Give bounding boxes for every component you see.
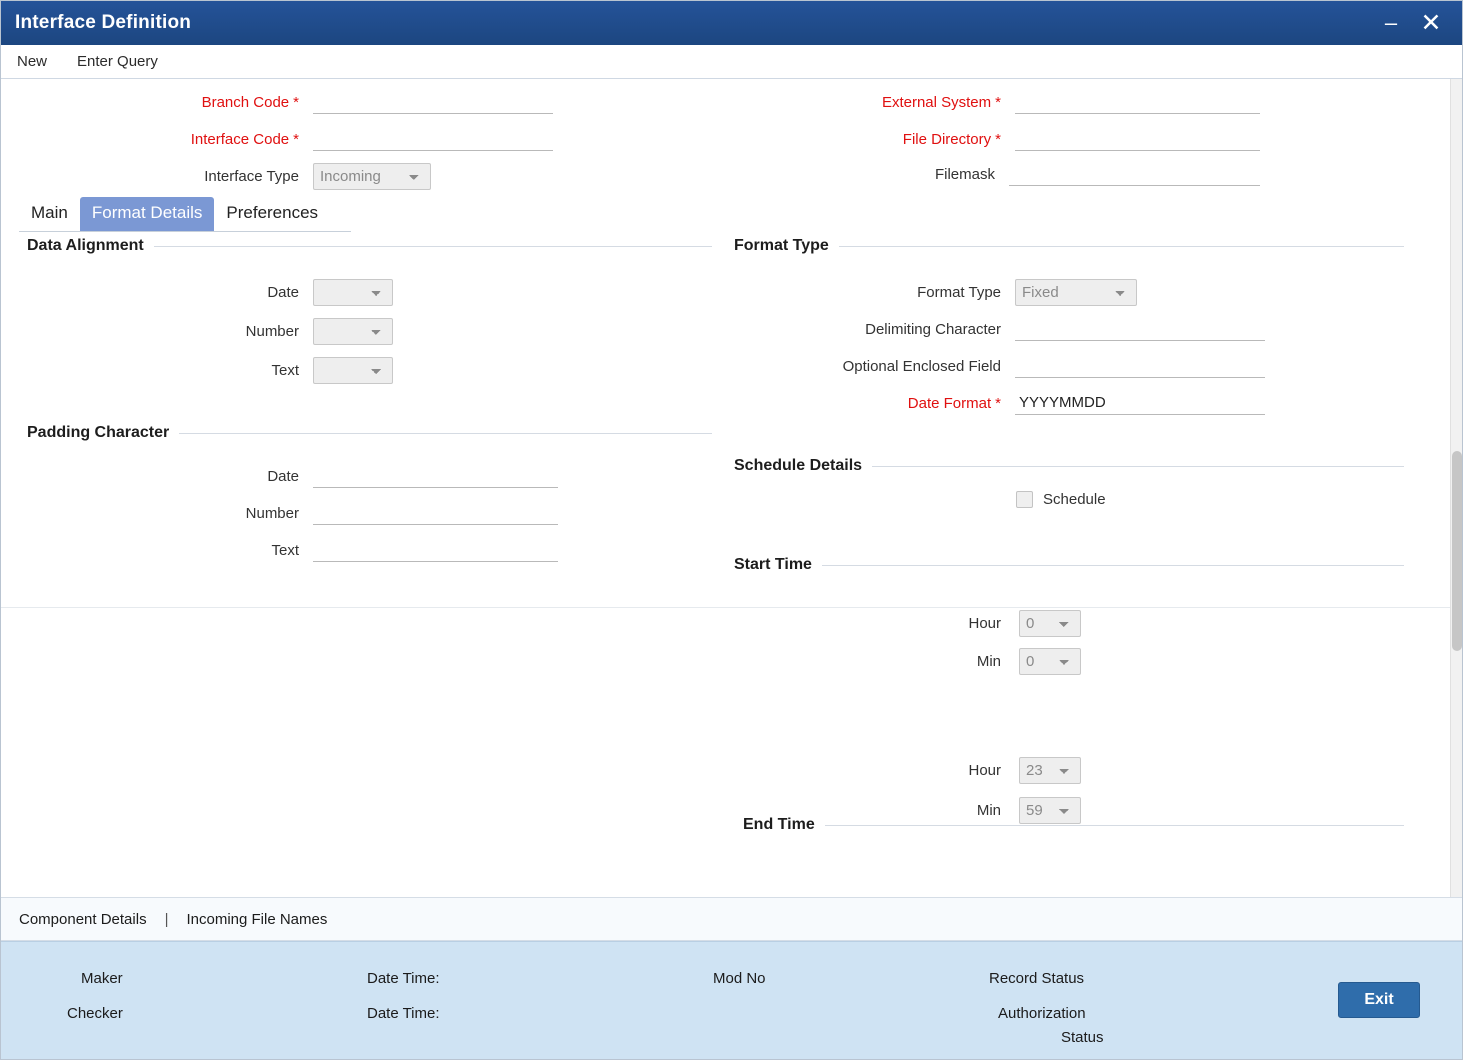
field-branch-code bbox=[19, 91, 564, 114]
end-time-title: End Time bbox=[743, 816, 815, 833]
maker-date-time-label: Date Time: bbox=[367, 970, 440, 987]
end-hour-select[interactable] bbox=[1019, 757, 1081, 784]
external-system-input[interactable] bbox=[1015, 91, 1260, 114]
field-interface-type bbox=[19, 163, 564, 190]
data-alignment-title: Data Alignment bbox=[27, 237, 144, 254]
checker-date-time-label: Date Time: bbox=[367, 1005, 440, 1022]
interface-type-label: Interface Type bbox=[204, 168, 299, 185]
field-delimiting-character bbox=[701, 318, 1271, 341]
link-component-details[interactable]: Component Details bbox=[19, 910, 147, 928]
schedule-details-title: Schedule Details bbox=[734, 457, 863, 474]
sub-screen-link-bar bbox=[1, 897, 1462, 941]
interface-type-select[interactable] bbox=[313, 163, 431, 190]
record-status-label: Record Status bbox=[989, 970, 1085, 987]
field-start-hour bbox=[701, 610, 1101, 637]
section-divider bbox=[822, 565, 1404, 566]
filemask-input[interactable] bbox=[1009, 163, 1260, 186]
authorization-status-label-line2: Status bbox=[1061, 1029, 1104, 1046]
field-padding-number bbox=[19, 502, 579, 525]
start-time-title: Start Time bbox=[734, 556, 812, 573]
menu-item-new[interactable]: New bbox=[17, 53, 48, 70]
optional-enclosed-field-input[interactable] bbox=[1015, 355, 1265, 378]
file-directory-input[interactable] bbox=[1015, 128, 1260, 151]
interface-code-label-text: Interface Code bbox=[190, 131, 290, 148]
section-data-alignment bbox=[27, 237, 712, 255]
delimiting-character-label: Delimiting Character bbox=[865, 321, 1001, 338]
schedule-checkbox-label: Schedule bbox=[1043, 491, 1106, 508]
header-form bbox=[1, 79, 1450, 199]
link-incoming-file-names[interactable]: Incoming File Names bbox=[186, 910, 328, 928]
section-divider bbox=[825, 825, 1404, 826]
minimize-icon[interactable]: – bbox=[1384, 10, 1398, 35]
page-title: Interface Definition bbox=[15, 12, 192, 33]
alignment-text-select[interactable] bbox=[313, 357, 393, 384]
required-star: * bbox=[293, 131, 299, 148]
branch-code-label bbox=[19, 94, 299, 111]
link-separator: | bbox=[164, 910, 169, 928]
field-end-hour bbox=[701, 757, 1101, 784]
padding-date-input[interactable] bbox=[313, 465, 558, 488]
required-star: * bbox=[995, 131, 1001, 148]
schedule-checkbox[interactable] bbox=[1016, 491, 1033, 508]
alignment-date-label: Date bbox=[267, 284, 299, 301]
date-format-label-text: Date Format bbox=[907, 395, 992, 412]
field-end-min bbox=[701, 797, 1101, 824]
window-body bbox=[1, 79, 1462, 1059]
section-divider bbox=[839, 246, 1404, 247]
section-start-time bbox=[734, 556, 1404, 574]
alignment-number-label: Number bbox=[245, 323, 299, 340]
window-titlebar bbox=[1, 1, 1462, 45]
section-format-type bbox=[734, 237, 1404, 255]
padding-character-title: Padding Character bbox=[27, 424, 170, 441]
checker-label: Checker bbox=[67, 1005, 123, 1022]
section-schedule-details bbox=[734, 457, 1404, 475]
format-type-title: Format Type bbox=[734, 237, 829, 254]
required-star: * bbox=[995, 94, 1001, 111]
field-external-system bbox=[701, 91, 1281, 114]
interface-code-input[interactable] bbox=[313, 128, 553, 151]
tab-main[interactable]: Main bbox=[31, 203, 68, 222]
filemask-label: Filemask bbox=[934, 166, 995, 183]
mod-no-label: Mod No bbox=[713, 970, 766, 987]
required-star: * bbox=[995, 395, 1001, 412]
file-directory-label bbox=[701, 131, 1001, 148]
tab-format-details[interactable]: Format Details bbox=[80, 197, 215, 231]
field-alignment-number bbox=[19, 318, 439, 345]
external-system-label-text: External System bbox=[881, 94, 992, 111]
section-padding-character bbox=[27, 424, 712, 442]
branch-code-input[interactable] bbox=[313, 91, 553, 114]
required-star: * bbox=[293, 94, 299, 111]
alignment-number-select[interactable] bbox=[313, 318, 393, 345]
padding-number-input[interactable] bbox=[313, 502, 558, 525]
external-system-label bbox=[701, 94, 1001, 111]
exit-button[interactable]: Exit bbox=[1338, 982, 1420, 1018]
tab-bar bbox=[19, 197, 351, 232]
field-alignment-date bbox=[19, 279, 439, 306]
vertical-scrollbar-thumb[interactable] bbox=[1452, 451, 1462, 651]
field-format-type bbox=[701, 279, 1171, 306]
alignment-date-select[interactable] bbox=[313, 279, 393, 306]
padding-number-label: Number bbox=[245, 505, 299, 522]
authorization-status-label-line1: Authorization bbox=[998, 1005, 1086, 1022]
start-hour-label: Hour bbox=[968, 615, 1001, 632]
close-icon[interactable]: ✕ bbox=[1420, 8, 1442, 37]
field-filemask bbox=[701, 163, 1281, 186]
field-file-directory bbox=[701, 128, 1281, 151]
field-optional-enclosed-field bbox=[701, 355, 1271, 378]
field-start-min bbox=[701, 648, 1101, 675]
start-min-label: Min bbox=[976, 653, 1001, 670]
section-divider bbox=[154, 246, 712, 247]
start-hour-select[interactable] bbox=[1019, 610, 1081, 637]
field-interface-code bbox=[19, 128, 564, 151]
field-schedule-checkbox bbox=[1016, 491, 1106, 508]
audit-footer bbox=[1, 941, 1462, 1059]
start-min-select[interactable] bbox=[1019, 648, 1081, 675]
file-directory-label-text: File Directory bbox=[902, 131, 992, 148]
field-date-format bbox=[701, 392, 1271, 415]
menu-bar bbox=[1, 45, 1462, 79]
end-min-select[interactable] bbox=[1019, 797, 1081, 824]
padding-text-input[interactable] bbox=[313, 539, 558, 562]
end-min-label: Min bbox=[976, 802, 1001, 819]
date-format-label bbox=[701, 395, 1001, 412]
tab-preferences[interactable]: Preferences bbox=[226, 203, 319, 222]
format-type-label: Format Type bbox=[917, 284, 1001, 301]
branch-code-label-text: Branch Code bbox=[201, 94, 290, 111]
section-divider bbox=[872, 466, 1404, 467]
padding-text-label: Text bbox=[271, 542, 299, 559]
field-alignment-text bbox=[19, 357, 439, 384]
interface-code-label bbox=[19, 131, 299, 148]
padding-date-label: Date bbox=[267, 468, 299, 485]
format-type-select[interactable] bbox=[1015, 279, 1137, 306]
end-hour-label: Hour bbox=[968, 762, 1001, 779]
alignment-text-label: Text bbox=[271, 362, 299, 379]
section-divider bbox=[179, 433, 712, 434]
maker-label: Maker bbox=[81, 970, 123, 987]
field-padding-date bbox=[19, 465, 579, 488]
menu-item-enter-query[interactable]: Enter Query bbox=[77, 53, 158, 70]
delimiting-character-input[interactable] bbox=[1015, 318, 1265, 341]
panel-divider bbox=[1, 607, 1450, 608]
optional-enclosed-field-label: Optional Enclosed Field bbox=[842, 358, 1001, 375]
field-padding-text bbox=[19, 539, 579, 562]
date-format-input[interactable] bbox=[1015, 392, 1265, 415]
